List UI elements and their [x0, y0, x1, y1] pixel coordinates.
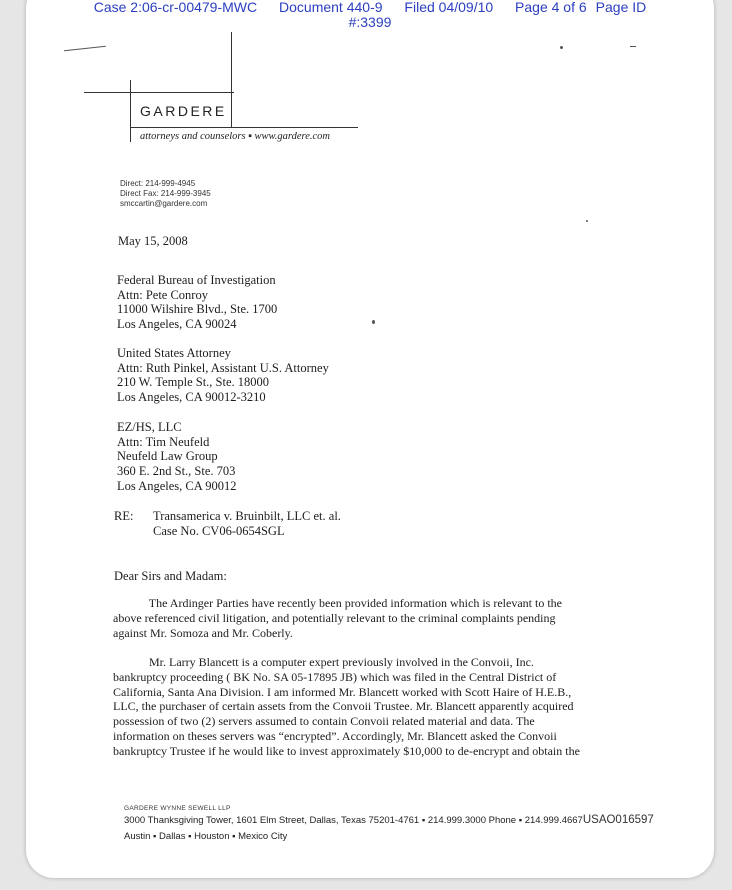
filed-date: Filed 04/09/10 [404, 0, 494, 15]
paragraph-line: California, Santa Ana Division. I am informed Mr. Blancett worked with Scott Haire of H.E.B., [113, 684, 572, 699]
scan-mark [64, 46, 106, 52]
recipient-line: Attn: Pete Conroy [117, 287, 208, 302]
scan-speck [586, 220, 588, 222]
page-number: Page 4 of 6 [515, 0, 587, 15]
re-case-number: Case No. CV06-0654SGL [153, 524, 285, 538]
case-number: Case 2:06-cr-00479-MWC [93, 0, 258, 15]
paragraph-line: Mr. Larry Blancett is a computer expert previously involved in the Convoii, Inc. [113, 655, 534, 669]
direct-phone: Direct: 214-999-4945 [120, 179, 196, 188]
scan-speck [372, 320, 375, 324]
recipient-fbi [117, 273, 277, 332]
page-id-label: Page ID [595, 0, 647, 15]
page-id-number: #:3399 [348, 14, 392, 30]
document-page [26, 0, 714, 878]
paragraph-line: LLC, the purchaser of certain assets from the Convoii Trustee. Mr. Blancett apparently acquired [113, 699, 574, 714]
recipient-us-attorney [117, 346, 329, 405]
paragraph-2 [113, 655, 623, 759]
sender-email: smccartin@gardere.com [120, 199, 208, 208]
salutation: Dear Sirs and Madam: [114, 569, 227, 583]
firm-tagline: attorneys and counselors ▪ www.gardere.com [140, 131, 330, 142]
direct-fax: Direct Fax: 214-999-3945 [120, 189, 211, 198]
footer-address-text: 3000 Thanksgiving Tower, 1601 Elm Street, Dallas, Texas 75201-4761 ▪ 214.999.3000 Phone ▪ 214.999.4667 [124, 815, 583, 826]
recipient-line: EZ/HS, LLC [117, 420, 182, 434]
paragraph-line: possession of two (2) servers assumed to contain Convoii related material and data. The [113, 714, 535, 729]
recipient-line: United States Attorney [117, 346, 231, 360]
scan-speck [560, 46, 563, 49]
court-filing-header [26, 0, 714, 30]
re-matter: Transamerica v. Bruinbilt, LLC et. al. [153, 509, 341, 523]
scan-speck [630, 46, 636, 47]
paragraph-1 [113, 596, 623, 640]
re-label: RE: [114, 509, 134, 523]
footer-offices: Austin ▪ Dallas ▪ Houston ▪ Mexico City [124, 831, 288, 842]
paragraph-line: above referenced civil litigation, and potentially relevant to the criminal complaints pending [113, 610, 556, 625]
paragraph-line: against Mr. Somoza and Mr. Coberly. [113, 625, 293, 640]
logo-rule-vertical-left [130, 80, 131, 142]
recipient-line: Attn: Ruth Pinkel, Assistant U.S. Attorney [117, 360, 329, 375]
footer-firm-name: GARDERE WYNNE SEWELL LLP [124, 805, 231, 812]
recipient-line: Attn: Tim Neufeld [117, 434, 210, 449]
sender-contact [120, 179, 211, 209]
recipient-line: 11000 Wilshire Blvd., Ste. 1700 [117, 302, 278, 317]
recipient-line: 210 W. Temple St., Ste. 18000 [117, 375, 270, 390]
recipient-line: Federal Bureau of Investigation [117, 273, 276, 287]
logo-rule-underline [130, 127, 358, 128]
bates-number: USAO016597 [582, 814, 654, 826]
recipient-line: 360 E. 2nd St., Ste. 703 [117, 464, 236, 479]
logo-rule-horizontal [84, 92, 234, 93]
paragraph-line: information on theses servers was “encrypted”. Accordingly, Mr. Blancett asked the Convoii [113, 728, 557, 743]
logo-rule-vertical [231, 32, 232, 128]
firm-logo-name: GARDERE [140, 103, 227, 119]
paragraph-line: The Ardinger Parties have recently been provided information which is relevant to the [113, 596, 562, 610]
recipient-line: Los Angeles, CA 90012-3210 [117, 390, 266, 405]
document-number: Document 440-9 [279, 0, 383, 15]
recipient-line: Los Angeles, CA 90012 [117, 478, 237, 493]
footer-address [124, 814, 654, 826]
recipient-line: Los Angeles, CA 90024 [117, 317, 237, 332]
paragraph-line: bankruptcy Trustee if he would like to invest approximately $10,000 to de-encrypt and obtain the [113, 743, 580, 758]
paragraph-line: bankruptcy proceeding ( BK No. SA 05-17895 JB) which was filed in the Central District of [113, 669, 557, 684]
recipient-ezhs [117, 420, 236, 494]
recipient-line: Neufeld Law Group [117, 449, 218, 464]
letter-date: May 15, 2008 [118, 234, 188, 248]
